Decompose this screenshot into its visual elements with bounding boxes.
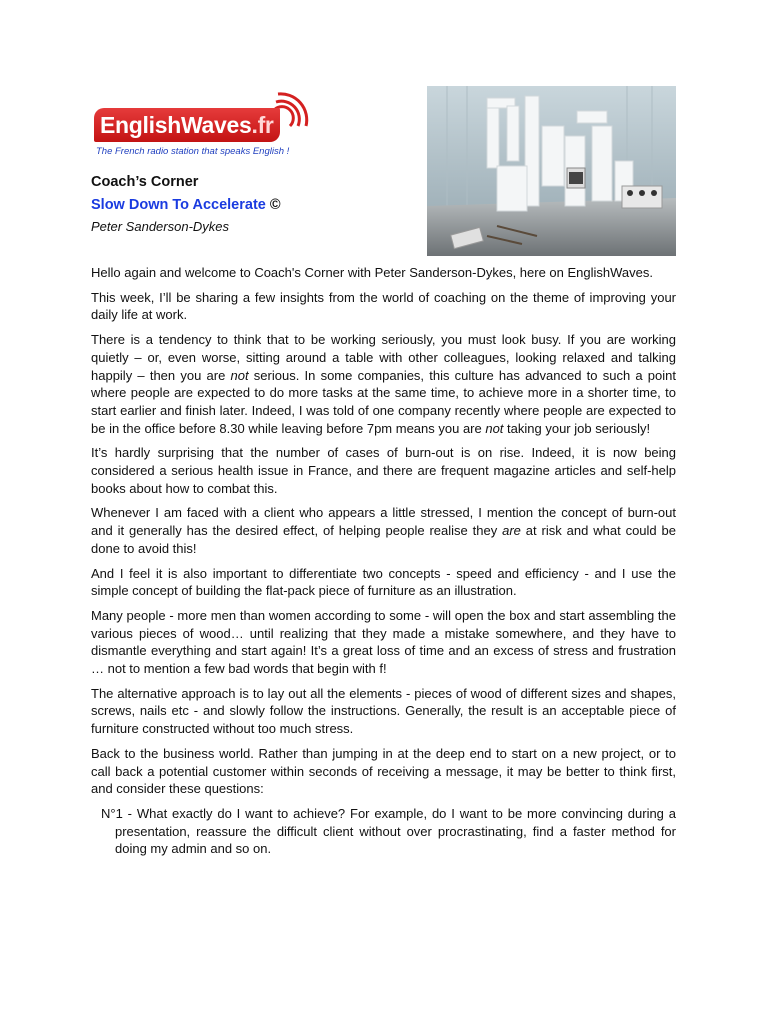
emphasis-not: not: [485, 420, 504, 436]
paragraph-3-part-a: There is a tendency to think that to be working seriously, you must look busy. If you are working quietly – or, even worse, sitting around a table with other colleagues, looking relaxed and talking happily – then you are: [91, 332, 676, 383]
logo-wordmark: [100, 112, 274, 139]
article-body: [91, 264, 676, 865]
list-item: N°1 - What exactly do I want to achieve? For example, do I want to be more convincing during a presentation, reassure the difficult client without over procrastinating, find a faster method for doing my admin and so on.: [101, 805, 676, 857]
englishwaves-logo: [92, 86, 314, 160]
paragraph-6: And I feel it is also important to differentiate two concepts - speed and efficiency - and I use the simple concept of building the flat-pack piece of furniture as an illustration.: [91, 565, 676, 599]
logo-brand-suffix: .fr: [251, 112, 274, 138]
paragraph-2: This week, I’ll be sharing a few insights from the world of coaching on the theme of improving your daily life at work.: [91, 289, 676, 323]
section-title: Coach’s Corner: [91, 174, 199, 190]
paragraph-7: Many people - more men than women according to some - will open the box and start assembling the various pieces of wood… until realizing that they made a mistake somewhere, and they have to dismantle everything and start again! It’s a great loss of time and an excess of stress and frustration … not to mention a few bad words that begin with f!: [91, 607, 676, 677]
furniture-photo: [427, 86, 676, 256]
copyright-symbol: ©: [269, 197, 281, 213]
paragraph-1: Hello again and welcome to Coach's Corner with Peter Sanderson-Dykes, here on EnglishWaves.: [91, 265, 654, 280]
paragraph-9: Back to the business world. Rather than jumping in at the deep end to start on a new project, or to call back a potential customer within seconds of receiving a message, it may be better to think first, and consider these questions:: [91, 745, 676, 797]
author-name: Peter Sanderson-Dykes: [91, 219, 230, 234]
paragraph-3: [91, 331, 676, 437]
emphasis-not: not: [230, 367, 249, 383]
paragraph-5-part-a: Whenever I am faced with a client who appears a little stressed, I mention the concept of burn-out and it generally has the desired effect, of helping people realise they: [91, 505, 676, 539]
paragraph-5: [91, 504, 676, 557]
paragraph-3-part-c: serious. In some companies, this culture has advanced to such a point where people are expected to do more tasks at the same time, to achieve more in a shorter time, to start earlier and finish later. Indeed, I was told of one company recently where people are expected to be in the office before 8.30 while leaving before 7pm means you are: [91, 367, 676, 436]
logo-tagline: The French radio station that speaks English !: [96, 146, 290, 157]
paragraph-3-part-e: taking your job seriously!: [503, 420, 651, 436]
paragraph-4: It’s hardly surprising that the number of cases of burn-out is on rise. Indeed, it is now being considered a serious health issue in France, and there are frequent magazine articles and self-help books about how to combat this.: [91, 445, 676, 496]
emphasis-are: are: [502, 523, 521, 539]
logo-brand-main: EnglishWaves: [100, 112, 252, 138]
paragraph-8: The alternative approach is to lay out all the elements - pieces of wood of different sizes and shapes, screws, nails etc - and slowly follow the instructions. Generally, the result is an acceptable piece of furniture constructed without too much stress.: [91, 685, 676, 737]
article-title: [91, 197, 281, 213]
article-title-text: Slow Down To Accelerate: [91, 197, 266, 213]
paragraph-5-part-c: at risk and what could be done to avoid this!: [91, 523, 676, 556]
